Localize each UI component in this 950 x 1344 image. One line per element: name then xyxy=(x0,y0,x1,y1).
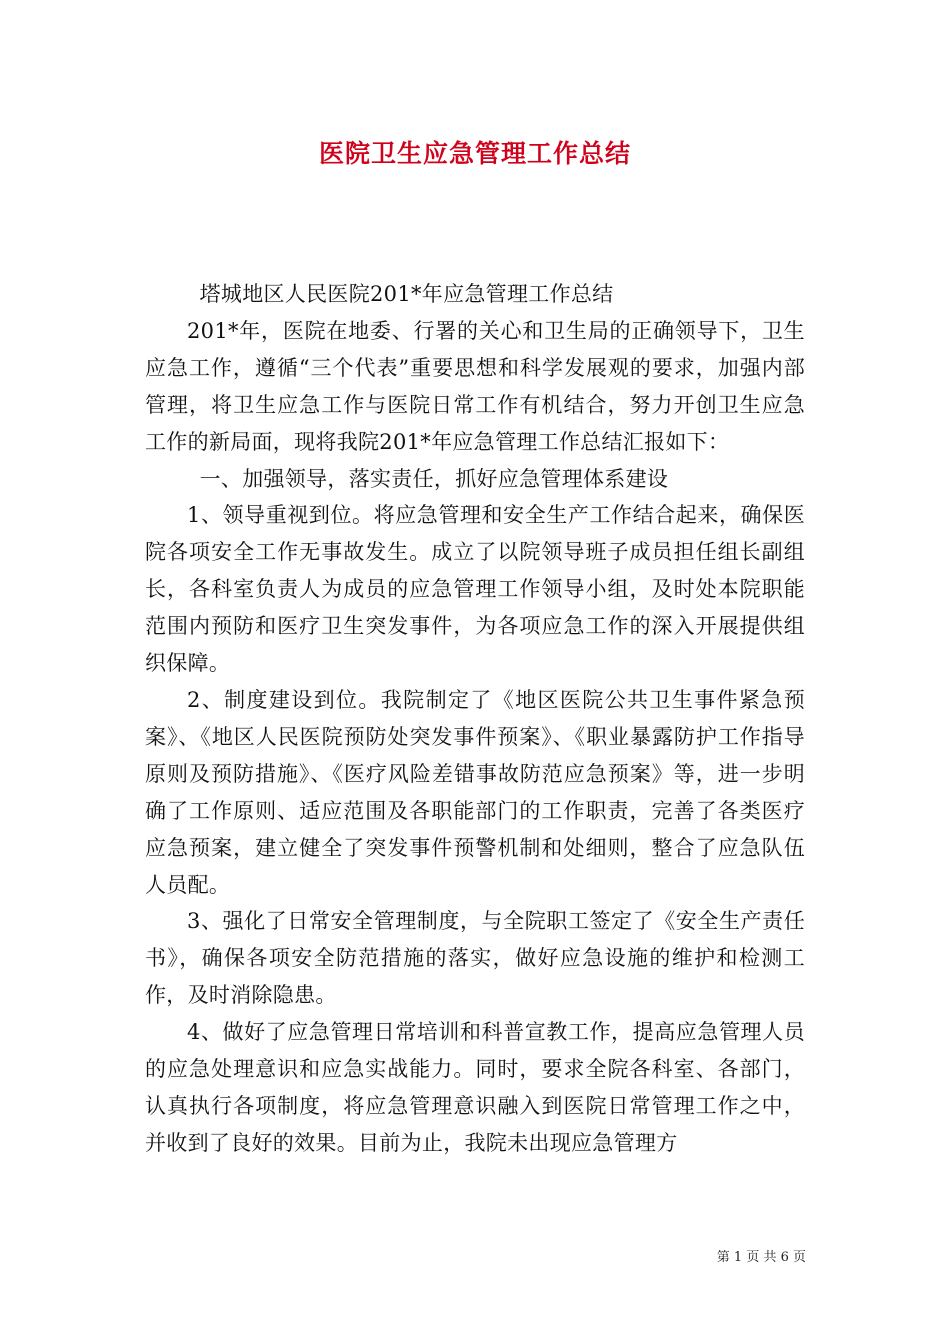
document-title: 医院卫生应急管理工作总结 xyxy=(318,139,631,168)
paragraph-intro: 201*年，医院在地委、行署的关心和卫生局的正确领导下，卫生应急工作，遵循“三个代表”重要思想和科学发展观的要求，加强内部管理，将卫生应急工作与医院日常工作有机结合，努力开创卫生应急工作的新局面，现将我院201*年应急管理工作总结汇报如下： xyxy=(145,318,805,454)
paragraph-subtitle: 塔城地区人民医院201*年应急管理工作总结 xyxy=(199,282,614,306)
section-heading-1: 一、加强领导，落实责任，抓好应急管理体系建设 xyxy=(199,466,669,491)
paragraph-item-3: 3、强化了日常安全管理制度，与全院职工签定了《安全生产责任书》，确保各项安全防范措施的落实，做好应急设施的维护和检测工作，及时消除隐患。 xyxy=(145,909,805,1008)
document-body xyxy=(145,276,805,1162)
page-number-footer: 第 1 页 共 6 页 xyxy=(716,1250,806,1265)
paragraph-item-2: 2、制度建设到位。我院制定了《地区医院公共卫生事件紧急预案》、《地区人民医院预防处突发事件预案》、《职业暴露防护工作指导原则及预防措施》、《医疗风险差错事故防范应急预案》等，进一步明确了工作原则、适应范围及各职能部门的工作职责，完善了各类医疗应急预案，建立健全了突发事件预警机制和处细则，整合了应急队伍人员配。 xyxy=(145,687,805,897)
paragraph-item-1: 1、领导重视到位。将应急管理和安全生产工作结合起来，确保医院各项安全工作无事故发生。成立了以院领导班子成员担任组长副组长，各科室负责人为成员的应急管理工作领导小组，及时处本院职能范围内预防和医疗卫生突发事件，为各项应急工作的深入开展提供组织保障。 xyxy=(145,503,805,676)
paragraph-item-4: 4、做好了应急管理日常培训和科普宣教工作，提高应急管理人员的应急处理意识和应急实战能力。同时，要求全院各科室、各部门，认真执行各项制度，将应急管理意识融入到医院日常管理工作之中，并收到了良好的效果。目前为止，我院未出现应急管理方 xyxy=(145,1020,805,1155)
